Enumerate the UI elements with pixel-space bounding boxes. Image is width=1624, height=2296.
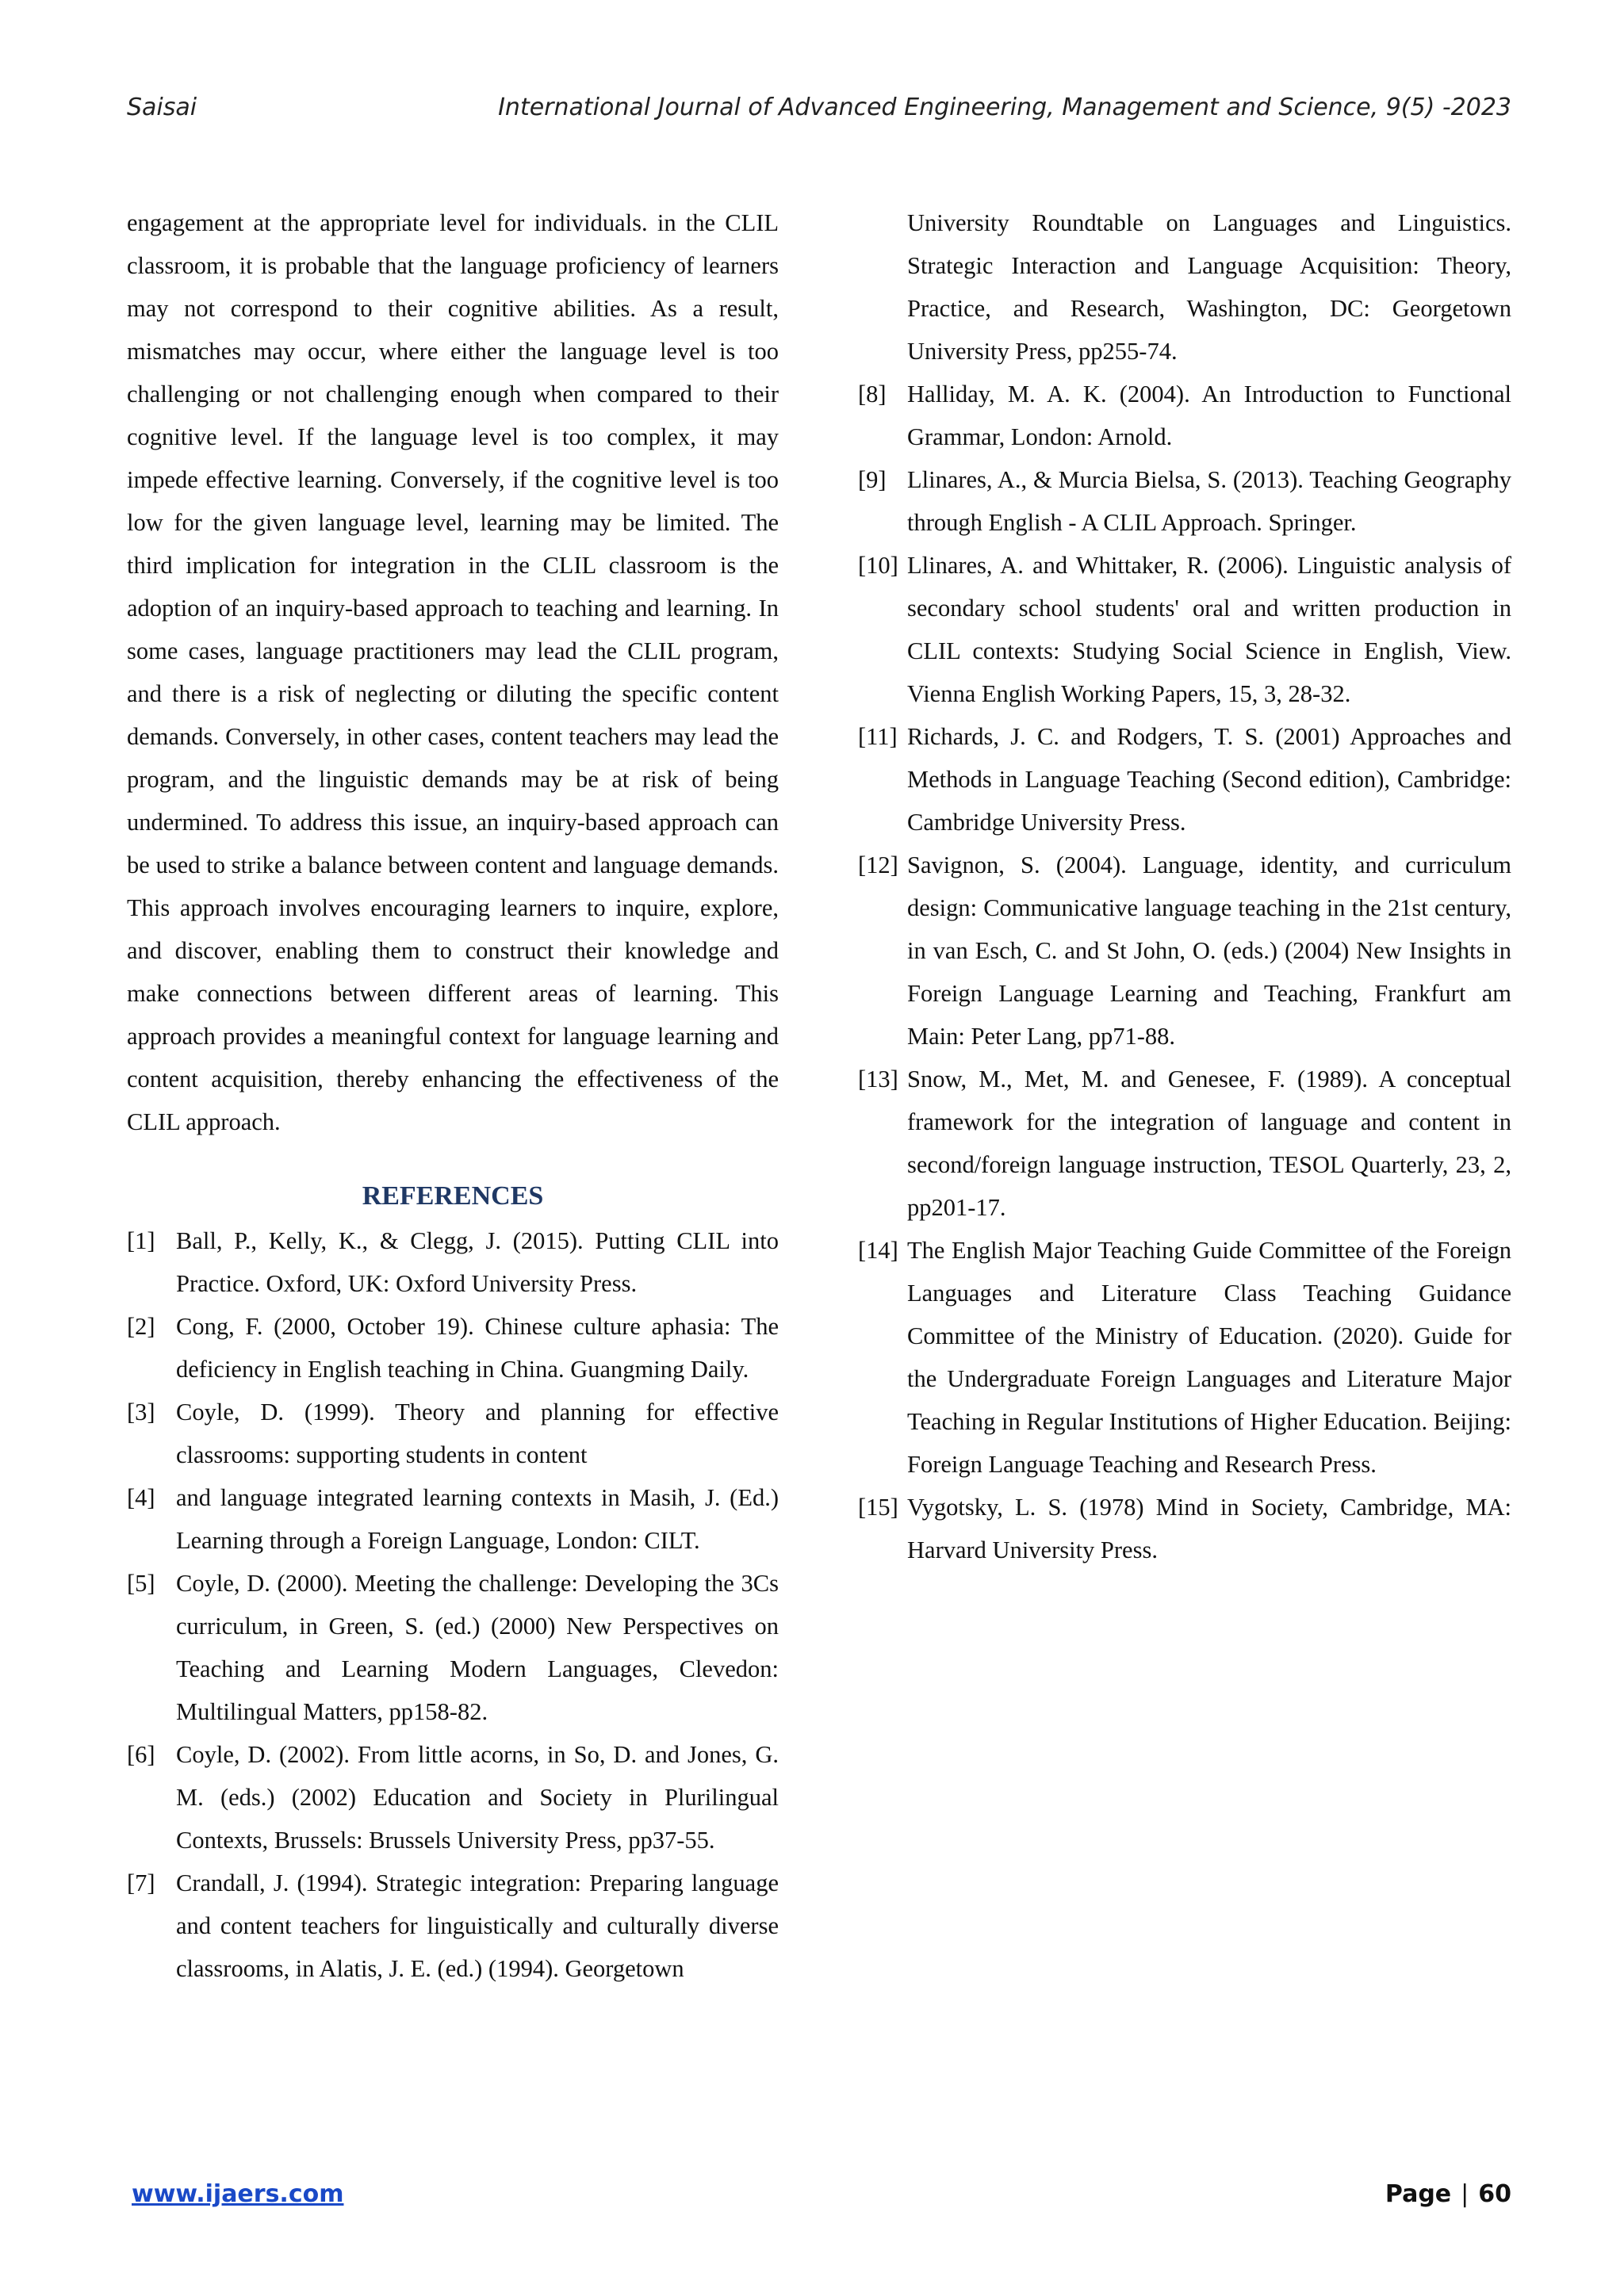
reference-number: [8] bbox=[858, 381, 887, 408]
page-number-label bbox=[1385, 2180, 1511, 2208]
reference-text: Llinares, A. and Whittaker, R. (2006). Linguistic analysis of secondary school students' oral and written production in CLIL contexts: Studying Social Science in English, View. Vienna English Working Papers, 15, 3, 28-32. bbox=[907, 552, 1511, 707]
reference-item bbox=[858, 458, 1511, 544]
reference-number: [5] bbox=[127, 1570, 155, 1597]
reference-item bbox=[858, 715, 1511, 844]
reference-text: Richards, J. C. and Rodgers, T. S. (2001) Approaches and Methods in Language Teaching (Second edition), Cambridge: Cambridge University Press. bbox=[907, 723, 1511, 836]
references-heading: REFERENCES bbox=[362, 1181, 544, 1211]
reference-item bbox=[858, 373, 1511, 458]
header-journal-title: International Journal of Advanced Engineering, Management and Science, 9(5) -2023 bbox=[498, 94, 1511, 121]
reference-number: [14] bbox=[858, 1237, 898, 1264]
reference-number: [13] bbox=[858, 1066, 898, 1093]
reference-text: Coyle, D. (1999). Theory and planning for effective classrooms: supporting students in content bbox=[176, 1399, 779, 1468]
left-column bbox=[127, 201, 779, 1990]
reference-number: [9] bbox=[858, 466, 887, 493]
reference-text: and language integrated learning contexts in Masih, J. (Ed.) Learning through a Foreign Language, London: CILT. bbox=[176, 1484, 779, 1554]
page-header bbox=[127, 94, 1511, 133]
reference-text: Ball, P., Kelly, K., & Clegg, J. (2015). Putting CLIL into Practice. Oxford, UK: Oxford University Press. bbox=[176, 1227, 779, 1297]
page-separator: | bbox=[1461, 2180, 1469, 2208]
reference-number: [3] bbox=[127, 1399, 155, 1425]
reference-list-right bbox=[858, 373, 1511, 1571]
reference-number: [15] bbox=[858, 1494, 898, 1521]
right-column bbox=[858, 201, 1511, 1571]
reference-text: Savignon, S. (2004). Language, identity, and curriculum design: Communicative language teaching in the 21st century, in van Esch, C. and St John, O. (eds.) (2004) New Insights in Foreign Language Learning and Teaching, Frankfurt am Main: Peter Lang, pp71-88. bbox=[907, 851, 1511, 1050]
page-footer bbox=[132, 2180, 1511, 2220]
reference-item bbox=[127, 1391, 779, 1476]
reference-item bbox=[127, 1562, 779, 1733]
reference-number: [12] bbox=[858, 851, 898, 878]
reference-item bbox=[127, 1219, 779, 1305]
reference-item bbox=[858, 1486, 1511, 1571]
reference-number: [11] bbox=[858, 723, 898, 750]
reference-number: [1] bbox=[127, 1227, 155, 1254]
reference-number: [6] bbox=[127, 1741, 155, 1768]
reference-text: Vygotsky, L. S. (1978) Mind in Society, Cambridge, MA: Harvard University Press. bbox=[907, 1494, 1511, 1563]
reference-item bbox=[858, 1229, 1511, 1486]
reference-text: Coyle, D. (2000). Meeting the challenge: Developing the 3Cs curriculum, in Green, S. (ed.) (2000) New Perspectives on Teaching and Learning Modern Languages, Clevedon: Multilingual Matters, pp158-82. bbox=[176, 1570, 779, 1725]
header-author: Saisai bbox=[127, 94, 197, 121]
reference-number: [4] bbox=[127, 1484, 155, 1511]
reference-item bbox=[858, 1058, 1511, 1229]
reference-text: Snow, M., Met, M. and Genesee, F. (1989). A conceptual framework for the integration of language and content in second/foreign language instruction, TESOL Quarterly, 23, 2, pp201-17. bbox=[907, 1066, 1511, 1221]
reference-text: Cong, F. (2000, October 19). Chinese culture aphasia: The deficiency in English teaching in China. Guangming Daily. bbox=[176, 1313, 779, 1383]
website-link[interactable]: www.ijaers.com bbox=[132, 2180, 344, 2208]
reference-text: Llinares, A., & Murcia Bielsa, S. (2013). Teaching Geography through English - A CLIL Approach. Springer. bbox=[907, 466, 1511, 536]
reference-list-left bbox=[127, 1219, 779, 1990]
reference-item bbox=[127, 1733, 779, 1862]
reference-number: [2] bbox=[127, 1313, 155, 1340]
reference-item bbox=[127, 1476, 779, 1562]
reference-item bbox=[127, 1862, 779, 1990]
reference-text: Halliday, M. A. K. (2004). An Introduction to Functional Grammar, London: Arnold. bbox=[907, 381, 1511, 450]
reference-item bbox=[858, 844, 1511, 1058]
body-paragraph: engagement at the appropriate level for individuals. in the CLIL classroom, it is probable that the language proficiency of learners may not correspond to their cognitive abilities. As a result, mismatches may occur, where either the language level is too challenging or not challenging enough when compared to their cognitive level. If the language level is too complex, it may impede effective learning. Conversely, if the cognitive level is too low for the given language level, learning may be limited. The third implication for integration in the CLIL classroom is the adoption of an inquiry-based approach to teaching and learning. In some cases, language practitioners may lead the CLIL program, and there is a risk of neglecting or diluting the specific content demands. Conversely, in other cases, content teachers may lead the program, and the linguistic demands may be at risk of being undermined. To address this issue, an inquiry-based approach can be used to strike a balance between content and language demands. This approach involves encouraging learners to inquire, explore, and discover, enabling them to construct their knowledge and make connections between different areas of learning. This approach provides a meaningful context for language learning and content acquisition, thereby enhancing the effectiveness of the CLIL approach. bbox=[127, 209, 779, 1135]
reference-text: The English Major Teaching Guide Committee of the Foreign Languages and Literature Class Teaching Guidance Committee of the Ministry of Education. (2020). Guide for the Undergraduate Foreign Languages and Literature Major Teaching in Regular Institutions of Higher Education. Beijing: Foreign Language Teaching and Research Press. bbox=[907, 1237, 1511, 1478]
reference-continued-text: University Roundtable on Languages and Linguistics. Strategic Interaction and Language Acquisition: Theory, Practice, and Research, Washington, DC: Georgetown University Press, pp255-74. bbox=[907, 209, 1511, 365]
page-label: Page bbox=[1385, 2180, 1452, 2208]
reference-number: [10] bbox=[858, 552, 898, 579]
page-number: 60 bbox=[1478, 2180, 1511, 2208]
reference-item bbox=[858, 544, 1511, 715]
reference-text: Coyle, D. (2002). From little acorns, in So, D. and Jones, G. M. (eds.) (2002) Education and Society in Plurilingual Contexts, Brussels: Brussels University Press, pp37-55. bbox=[176, 1741, 779, 1854]
reference-number: [7] bbox=[127, 1869, 155, 1896]
reference-text: Crandall, J. (1994). Strategic integration: Preparing language and content teachers for linguistically and culturally diverse classrooms, in Alatis, J. E. (ed.) (1994). Georgetown bbox=[176, 1869, 779, 1982]
reference-item bbox=[127, 1305, 779, 1391]
